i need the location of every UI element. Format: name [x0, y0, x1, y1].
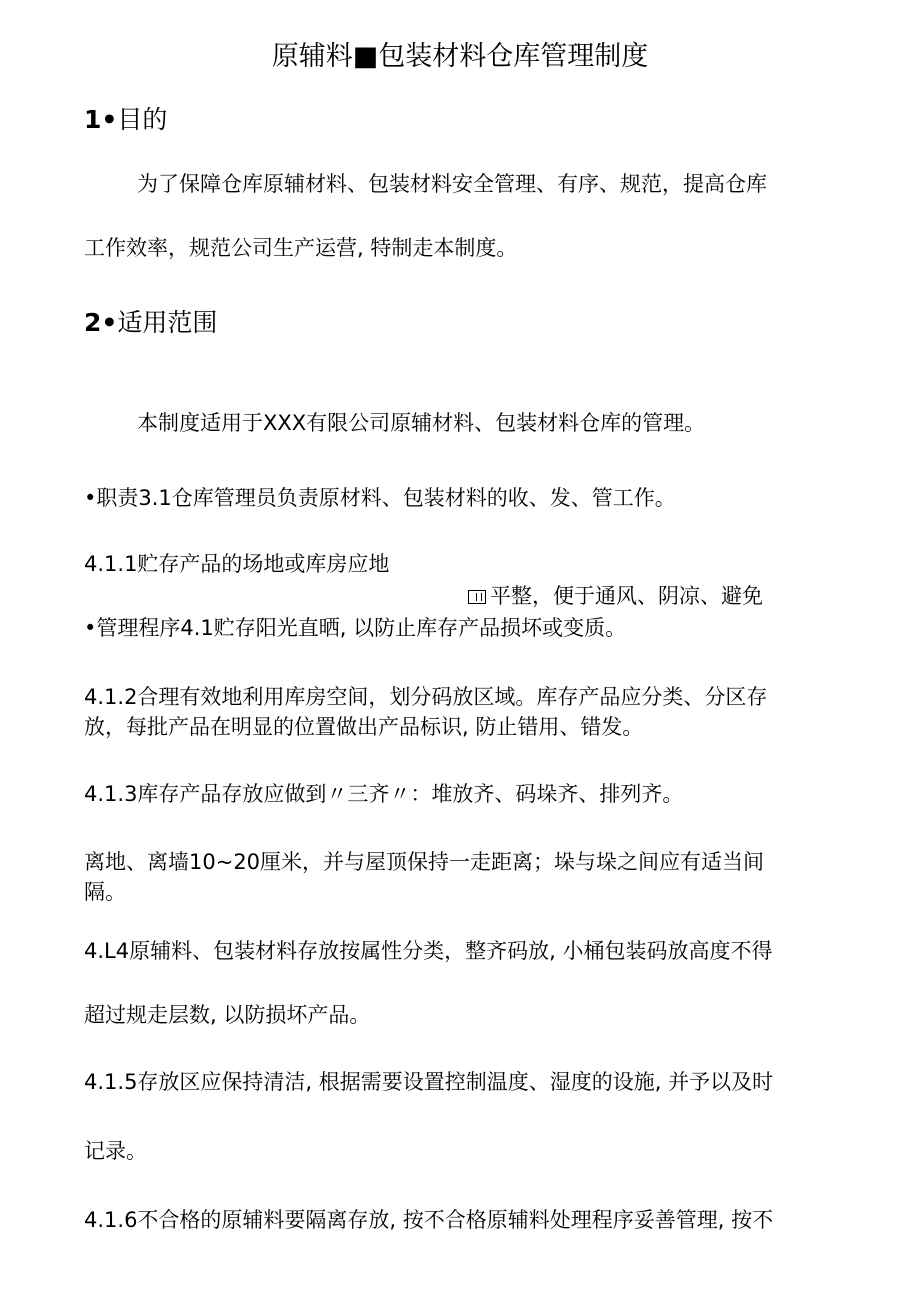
- section-1-number: 1•: [84, 105, 118, 134]
- spacing-rule-line-1: 离地、离墙10~20厘米，并与屋顶保持一走距离；垛与垛之间应有适当间: [84, 850, 765, 874]
- section-1-paragraph-line-2: 工作效率，规范公司生产运营, 特制走本制度。: [84, 236, 518, 260]
- item-4-1-5-line-2: 记录。: [84, 1139, 147, 1163]
- item-4-1-6-line-1: 4.1.6不合格的原辅料要隔离存放, 按不合格原辅料处理程序妥善管理, 按不: [84, 1208, 774, 1232]
- unknown-glyph-icon: [468, 590, 486, 604]
- section-2-paragraph: 本制度适用于XXX有限公司原辅材料、包装材料仓库的管理。: [137, 411, 706, 435]
- item-4-1-1-line-1: 4.1.1贮存产品的场地或库房应地: [84, 552, 390, 576]
- item-4-1-5-line-1: 4.1.5存放区应保持清洁, 根据需要设置控制温度、湿度的设施, 并予以及时: [84, 1070, 774, 1094]
- item-4-1-1-floating-text: [468, 582, 763, 610]
- item-4-1-2-line-1: 4.1.2合理有效地利用库房空间，划分码放区域。库存产品应分类、分区存: [84, 685, 768, 709]
- section-2-number: 2•: [84, 308, 118, 337]
- item-4-1-4-line-1: 4.L4原辅料、包装材料存放按属性分类，整齐码放, 小桶包装码放高度不得: [84, 939, 773, 963]
- item-4-1-1-float-text: 平整，便于通风、阴凉、避免: [490, 584, 763, 608]
- spacing-rule-line-2: 隔。: [84, 880, 126, 904]
- item-4-1-2-line-2: 放，每批产品在明显的位置做出产品标识, 防止错用、错发。: [84, 715, 644, 739]
- section-1-title: 目的: [117, 105, 168, 134]
- section-3-duties-line: •职责3.1仓库管理员负责原材料、包装材料的收、发、管工作。: [84, 486, 676, 510]
- section-1-paragraph-line-1: 为了保障仓库原辅材料、包装材料安全管理、有序、规范，提高仓库: [137, 172, 767, 196]
- item-4-1-3-line: 4.1.3库存产品存放应做到〃三齐〃：堆放齐、码垛齐、排列齐。: [84, 782, 684, 806]
- item-4-1-1-line-2: •管理程序4.1贮存阳光直晒, 以防止库存产品损坏或变质。: [84, 616, 627, 640]
- section-1-heading: [84, 104, 167, 136]
- section-2-title: 适用范围: [117, 308, 218, 337]
- document-title: 原辅料■包装材料仓库管理制度: [271, 41, 649, 72]
- section-2-heading: [84, 307, 217, 339]
- item-4-1-4-line-2: 超过规走层数, 以防损坏产品。: [84, 1003, 371, 1027]
